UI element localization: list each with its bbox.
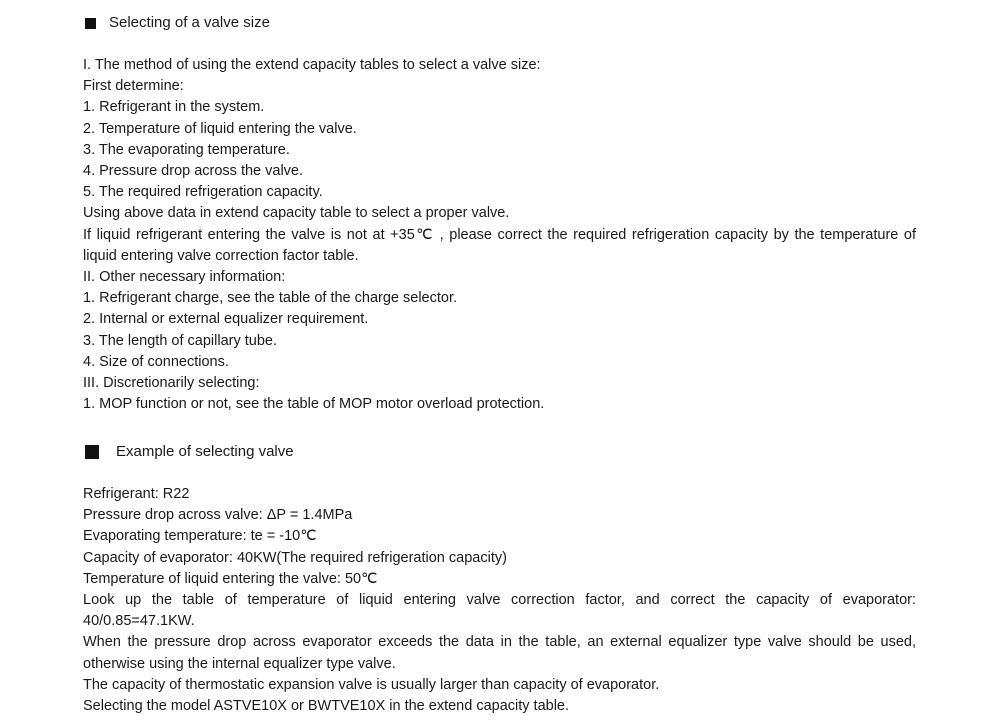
section-heading-example [85, 442, 294, 462]
section-heading-text: Selecting of a valve size [109, 14, 270, 31]
paragraph-line: I. The method of using the extend capacity tables to select a valve size: [83, 57, 541, 73]
list-item: 3. The evaporating temperature. [83, 141, 290, 158]
list-item: 4. Size of connections. [83, 353, 229, 370]
paragraph-line: Pressure drop across valve: ΔP = 1.4MPa [83, 507, 353, 524]
list-item: 5. The required refrigeration capacity. [83, 184, 323, 201]
list-item: 1. Refrigerant charge, see the table of the charge selector. [83, 290, 458, 307]
paragraph-line: Using above data in extend capacity table to select a proper valve. [83, 205, 510, 222]
paragraph-line: When the pressure drop across evaporator exceeds the data in the table, an external equalizer type valve should be used, otherwise using the internal equalizer type valve. [83, 634, 916, 672]
list-item: 2. Temperature of liquid entering the valve. [83, 120, 357, 137]
paragraph-line: If liquid refrigerant entering the valve is not at +35℃ , please correct the required refrigeration capacity by the temperature of liquid entering valve correction factor table. [83, 226, 916, 264]
paragraph-line: Evaporating temperature: te = -10℃ [83, 528, 317, 545]
list-item: 1. MOP function or not, see the table of MOP motor overload protection. [83, 396, 545, 413]
list-item: 3. The length of capillary tube. [83, 332, 277, 349]
paragraph-line: First determine: [83, 78, 184, 95]
black-square-bullet-icon [85, 445, 99, 459]
paragraph-line: III. Discretionarily selecting: [83, 375, 260, 392]
paragraph-line: The capacity of thermostatic expansion valve is usually larger than capacity of evaporator. [83, 676, 660, 693]
section-heading-valve-size [85, 13, 270, 33]
paragraph-line: Refrigerant: R22 [83, 486, 190, 502]
valve-size-procedure [83, 55, 916, 415]
section-heading-text: Example of selecting valve [116, 443, 294, 460]
paragraph-line: Selecting the model ASTVE10X or BWTVE10X in the extend capacity table. [83, 698, 570, 715]
paragraph-line: Capacity of evaporator: 40KW(The required refrigeration capacity) [83, 549, 507, 566]
list-item: 1. Refrigerant in the system. [83, 99, 265, 116]
example-selection [83, 484, 916, 717]
list-item: 4. Pressure drop across the valve. [83, 163, 304, 180]
paragraph-line: II. Other necessary information: [83, 269, 286, 286]
paragraph-line: Look up the table of temperature of liquid entering valve correction factor, and correct the capacity of evaporator: 40/0.85=47.1KW. [83, 592, 916, 630]
list-item: 2. Internal or external equalizer requirement. [83, 311, 369, 328]
black-square-bullet-icon [85, 18, 96, 29]
paragraph-line: Temperature of liquid entering the valve: 50℃ [83, 570, 378, 587]
